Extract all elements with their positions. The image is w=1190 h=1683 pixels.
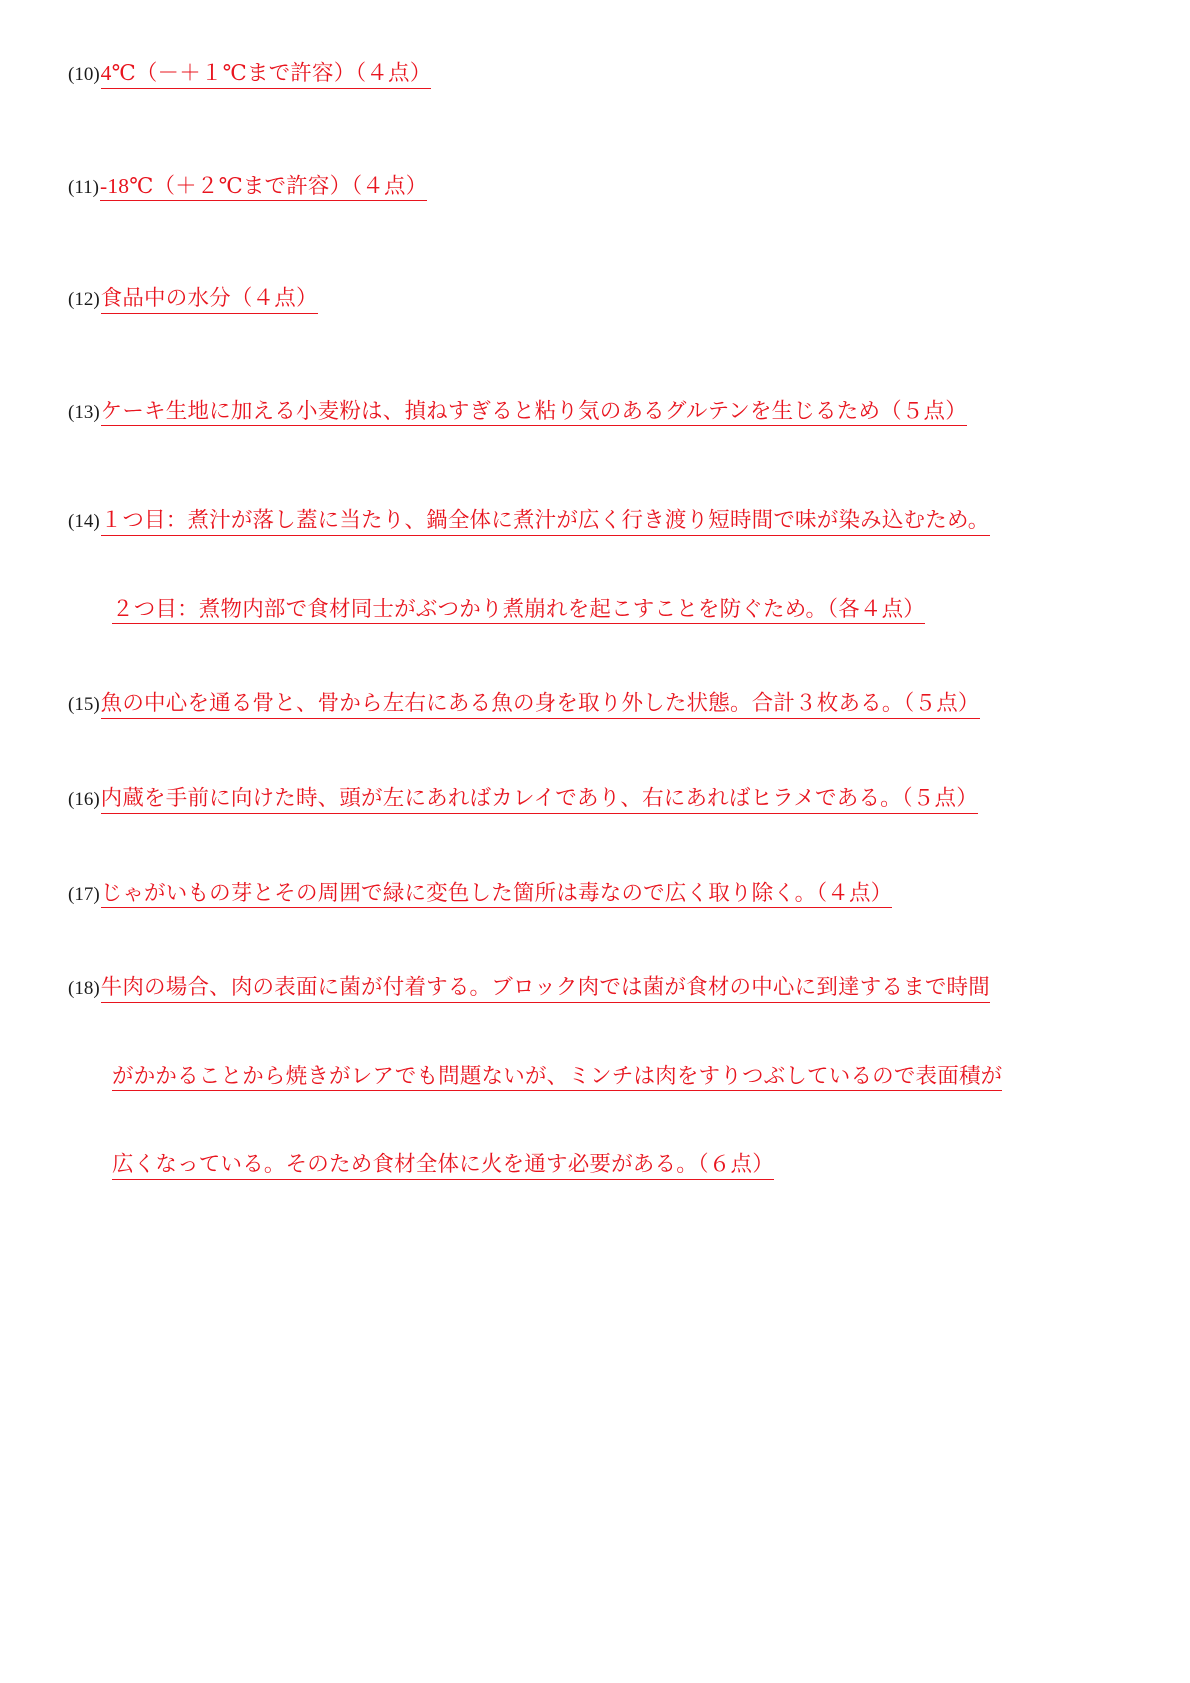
answer-item-13	[68, 400, 1110, 427]
answer-text: 内蔵を手前に向けた時、頭が左にあればカレイであり、右にあればヒラメである。（５点）	[101, 787, 978, 814]
answer-text: 広くなっている。そのため食材全体に火を通す必要がある。（６点）	[112, 1153, 774, 1180]
answer-number: (16)	[68, 788, 100, 810]
answer-line	[68, 1065, 1110, 1092]
answer-line	[68, 62, 1110, 89]
spacer	[68, 908, 1110, 976]
answer-line	[68, 175, 1110, 202]
spacer	[68, 536, 1110, 598]
answer-text: -18℃（＋２℃まで許容）（４点）	[100, 175, 427, 202]
answer-line	[68, 400, 1110, 427]
answer-number: (15)	[68, 694, 100, 716]
answer-text: １つ目：煮汁が落し蓋に当たり、鍋全体に煮汁が広く行き渡り短時間で味が染み込むため。	[101, 509, 990, 536]
answer-text: がかかることから焼きがレアでも問題ないが、ミンチは肉をすりつぶしているので表面積が	[112, 1065, 1002, 1092]
answer-text: じゃがいもの芽とその周囲で緑に変色した箇所は毒なので広く取り除く。（４点）	[101, 882, 893, 909]
spacer	[68, 719, 1110, 787]
spacer	[68, 814, 1110, 882]
answer-line	[68, 787, 1110, 814]
answer-number: (13)	[68, 401, 100, 423]
answer-item-17	[68, 882, 1110, 909]
answer-line	[68, 598, 1110, 625]
answer-item-14	[68, 509, 1110, 624]
answer-line	[68, 287, 1110, 314]
answer-item-11	[68, 175, 1110, 202]
answer-text: ケーキ生地に加える小麦粉は、揁ねすぎると粘り気のあるグルテンを生じるため（５点）	[101, 400, 967, 427]
spacer	[68, 624, 1110, 692]
answer-item-16	[68, 787, 1110, 814]
answer-number: (10)	[68, 64, 100, 85]
answer-line	[68, 882, 1110, 909]
answer-text: 4℃（－＋１℃まで許容）（４点）	[101, 62, 432, 89]
answer-item-10	[68, 62, 1110, 89]
answer-number: (11)	[68, 176, 99, 198]
spacer	[68, 201, 1110, 287]
spacer	[68, 89, 1110, 175]
answer-number: (14)	[68, 511, 100, 533]
spacer	[68, 314, 1110, 400]
answer-number: (17)	[68, 883, 100, 905]
answer-text: 牛肉の場合、肉の表面に菌が付着する。ブロック肉では菌が食材の中心に到達するまで時間	[101, 976, 990, 1003]
answer-text: 食品中の水分（４点）	[101, 287, 318, 314]
answer-number: (18)	[68, 978, 100, 1000]
answer-line	[68, 1153, 1110, 1180]
spacer	[68, 1091, 1110, 1153]
answer-line	[68, 976, 1110, 1003]
answer-item-15	[68, 692, 1110, 719]
answer-text: ２つ目：煮物内部で食材同士がぶつかり煮崩れを起こすことを防ぐため。（各４点）	[112, 598, 925, 625]
spacer	[68, 1003, 1110, 1065]
answer-item-18	[68, 976, 1110, 1180]
answer-number: (12)	[68, 289, 100, 311]
answer-text: 魚の中心を通る骨と、骨から左右にある魚の身を取り外した状態。合計３枚ある。（５点）	[101, 692, 980, 719]
answer-item-12	[68, 287, 1110, 314]
answer-line	[68, 692, 1110, 719]
answer-line	[68, 509, 1110, 536]
spacer	[68, 426, 1110, 509]
answer-list	[68, 62, 1110, 1180]
